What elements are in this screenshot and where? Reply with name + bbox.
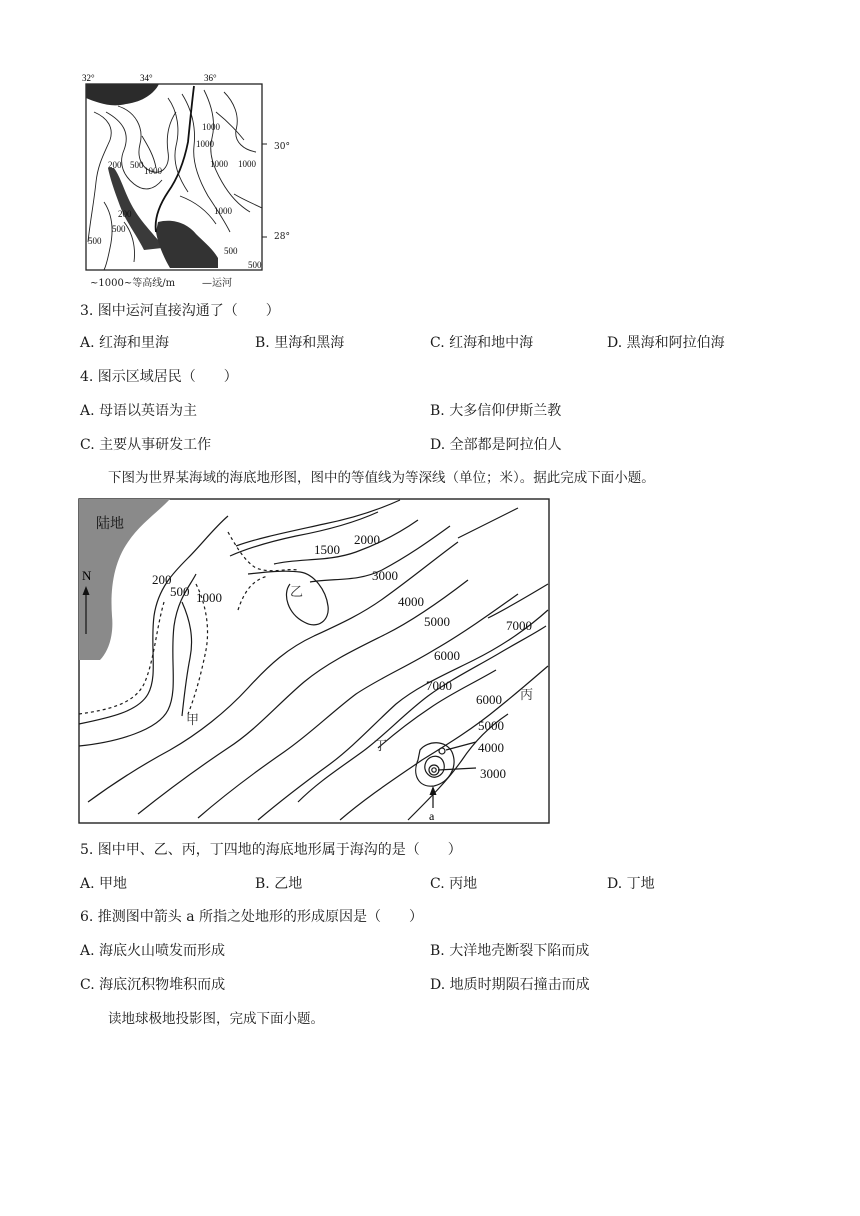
depth-label: 1000: [196, 590, 222, 605]
place-label-jia: 甲: [186, 712, 200, 727]
question-3-stem: 3. 图中运河直接沟通了（ ）: [80, 303, 280, 319]
place-label-ding: 丁: [374, 738, 388, 753]
contour-label: 200: [108, 160, 122, 170]
q3-option-d[interactable]: D. 黑海和阿拉伯海: [607, 335, 725, 351]
contour-label: 1000: [238, 159, 256, 169]
north-label: N: [82, 568, 92, 583]
map-legend-contour: ~1000~等高线/m: [90, 278, 176, 289]
depth-label: 5000: [424, 614, 450, 629]
q4-option-a[interactable]: A. 母语以英语为主: [80, 403, 198, 419]
q6-option-d[interactable]: D. 地质时期陨石撞击而成: [430, 977, 590, 993]
question-4-stem: 4. 图示区域居民（ ）: [80, 369, 238, 385]
q5-option-d[interactable]: D. 丁地: [607, 876, 655, 892]
question-5-stem: 5. 图中甲、乙、丙，丁四地的海底地形属于海沟的是（ ）: [80, 842, 462, 858]
contour-label: 200: [118, 209, 132, 219]
lon-label: 32°: [82, 73, 95, 83]
depth-label: 500: [170, 584, 190, 599]
arrow-a-label: a: [429, 809, 435, 823]
q6-option-c[interactable]: C. 海底沉积物堆积而成: [80, 977, 226, 993]
contour-label: 500: [88, 236, 102, 246]
lon-label: 34°: [140, 73, 153, 83]
q4-option-d[interactable]: D. 全部都是阿拉伯人: [430, 437, 562, 453]
depth-label: 5000: [478, 718, 504, 733]
depth-label: 6000: [476, 692, 502, 707]
depth-label: 4000: [398, 594, 424, 609]
q3-option-b[interactable]: B. 里海和黑海: [255, 335, 345, 351]
topographic-map: [82, 72, 290, 272]
q6-option-b[interactable]: B. 大洋地壳断裂下陷而成: [430, 943, 590, 959]
depth-label: 7000: [426, 678, 452, 693]
q4-option-c[interactable]: C. 主要从事研发工作: [80, 437, 212, 453]
contour-label: 500: [224, 246, 238, 256]
q6-option-a[interactable]: A. 海底火山喷发而形成: [80, 943, 226, 959]
section-intro: 下图为世界某海域的海底地形图，图中的等值线为等深线（单位；米）。据此完成下面小题。: [108, 470, 655, 486]
contour-label: 1000: [202, 122, 220, 132]
contour-label: 500: [112, 224, 126, 234]
depth-label: 6000: [434, 648, 460, 663]
depth-label: 2000: [354, 532, 380, 547]
depth-label: 4000: [478, 740, 504, 755]
depth-label: 200: [152, 572, 172, 587]
q3-option-a[interactable]: A. 红海和里海: [80, 335, 170, 351]
lat-label: 30°: [274, 142, 290, 152]
place-label-bing: 丙: [520, 687, 534, 702]
contour-label: 1000: [196, 139, 214, 149]
lon-label: 36°: [204, 73, 217, 83]
q3-option-c[interactable]: C. 红海和地中海: [430, 335, 534, 351]
q5-option-a[interactable]: A. 甲地: [80, 876, 128, 892]
seabed-depth-map: [78, 498, 550, 824]
q4-option-b[interactable]: B. 大多信仰伊斯兰教: [430, 403, 562, 419]
depth-label: 7000: [506, 618, 532, 633]
contour-label: 1000: [144, 166, 162, 176]
contour-label: 500: [248, 260, 262, 270]
q5-option-c[interactable]: C. 丙地: [430, 876, 478, 892]
contour-label: 1000: [214, 206, 232, 216]
lat-label: 28°: [274, 232, 290, 242]
q5-option-b[interactable]: B. 乙地: [255, 876, 303, 892]
map-legend-canal: —运河: [202, 278, 232, 289]
depth-label: 3000: [372, 568, 398, 583]
depth-label: 3000: [480, 766, 506, 781]
place-label-yi: 乙: [290, 584, 304, 599]
question-6-stem: 6. 推测图中箭头 a 所指之处地形的形成原因是（ ）: [80, 909, 424, 925]
section-intro: 读地球极地投影图，完成下面小题。: [108, 1011, 324, 1027]
contour-label: 1000: [210, 159, 228, 169]
contour-label: 500: [130, 160, 144, 170]
depth-label: 1500: [314, 542, 340, 557]
land-label: 陆地: [96, 517, 124, 532]
